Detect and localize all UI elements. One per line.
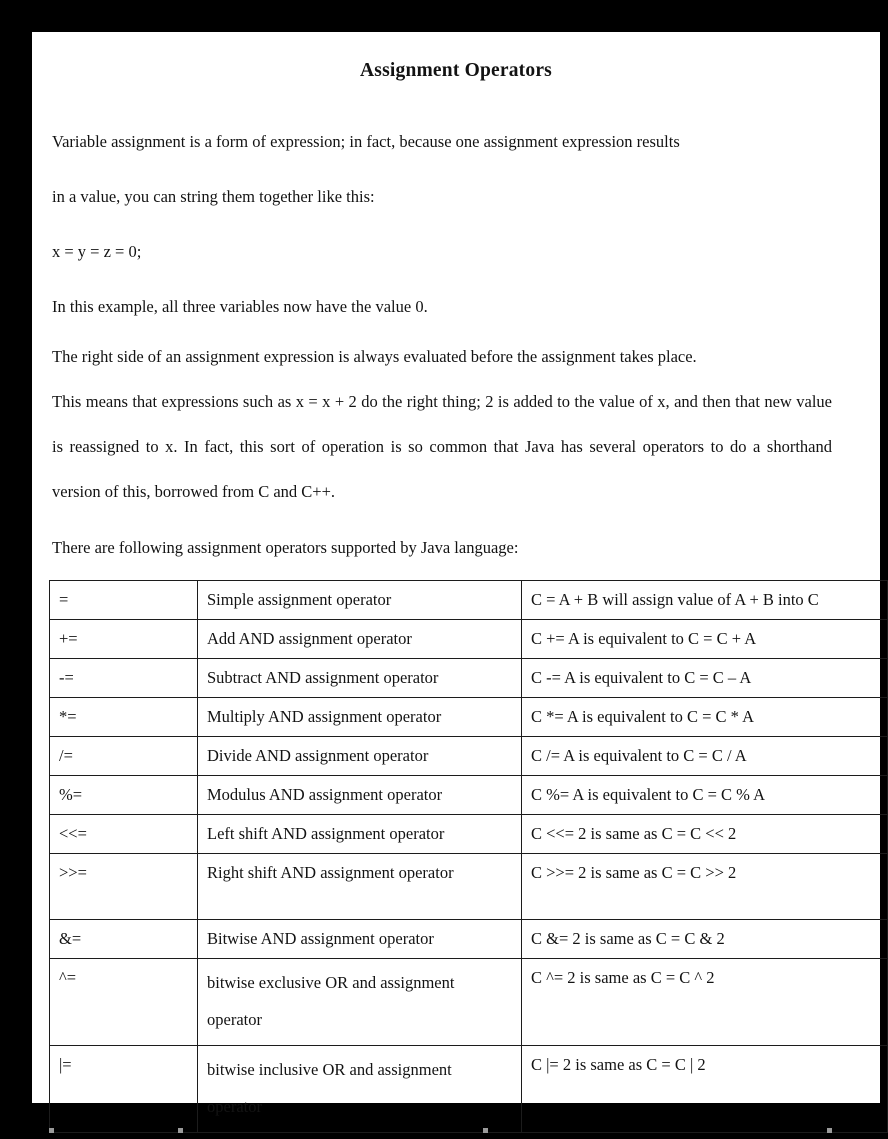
cell-description [198, 1046, 522, 1133]
cell-description-line2: operator [207, 1097, 262, 1116]
table-row [50, 776, 888, 815]
cell-example: C |= 2 is same as C = C | 2 [522, 1046, 888, 1133]
cell-description [198, 959, 522, 1046]
table-resize-handle[interactable] [178, 1128, 183, 1133]
table-row [50, 920, 888, 959]
paragraph-shorthand-operators: This means that expressions such as x = x + 2 do the right thing; 2 is added to the value of x, and then that new value is reassigned to x. In fact, this sort of operation is so common that Java has several operators to do a shorthand version of this, borrowed from C and C++. [52, 392, 832, 501]
cell-example: C -= A is equivalent to C = C – A [522, 659, 888, 698]
cell-operator: %= [50, 776, 198, 815]
cell-example: C /= A is equivalent to C = C / A [522, 737, 888, 776]
cell-operator: += [50, 620, 198, 659]
cell-operator: >>= [50, 854, 198, 920]
paragraph-intro-line2: in a value, you can string them together like this: [52, 187, 375, 206]
cell-operator: |= [50, 1046, 198, 1133]
table-row [50, 581, 888, 620]
cell-description-line1: bitwise exclusive OR and assignment [207, 973, 455, 992]
operators-table-wrapper [32, 580, 880, 1133]
table-row [50, 737, 888, 776]
cell-example: C >>= 2 is same as C = C >> 2 [522, 854, 888, 920]
document-page [32, 32, 880, 1116]
cell-example: C *= A is equivalent to C = C * A [522, 698, 888, 737]
cell-operator: <<= [50, 815, 198, 854]
cell-operator: -= [50, 659, 198, 698]
table-row [50, 698, 888, 737]
cell-example: C <<= 2 is same as C = C << 2 [522, 815, 888, 854]
cell-operator: ^= [50, 959, 198, 1046]
table-row [50, 659, 888, 698]
cell-example: C %= A is equivalent to C = C % A [522, 776, 888, 815]
cell-description: Divide AND assignment operator [198, 737, 522, 776]
table-resize-handle[interactable] [483, 1128, 488, 1133]
table-body [50, 581, 888, 1133]
table-row [50, 620, 888, 659]
cell-example: C += A is equivalent to C = C + A [522, 620, 888, 659]
cell-description: Right shift AND assignment operator [198, 854, 522, 920]
document-text-block [32, 114, 880, 572]
page-title: Assignment Operators [360, 60, 552, 81]
table-row [50, 1046, 888, 1133]
cell-description: Bitwise AND assignment operator [198, 920, 522, 959]
document-body [32, 32, 880, 1133]
assignment-operators-table [49, 580, 888, 1133]
cell-example: C ^= 2 is same as C = C ^ 2 [522, 959, 888, 1046]
code-example-chained-assignment: x = y = z = 0; [52, 242, 142, 261]
cell-description-line2: operator [207, 1010, 262, 1029]
table-row [50, 815, 888, 854]
cell-operator: &= [50, 920, 198, 959]
paragraph-right-side-evaluation: The right side of an assignment expression is always evaluated before the assignment takes place. [52, 347, 697, 366]
cell-description: Left shift AND assignment operator [198, 815, 522, 854]
cell-description: Simple assignment operator [198, 581, 522, 620]
table-row [50, 959, 888, 1046]
cell-description-line1: bitwise inclusive OR and assignment [207, 1060, 452, 1079]
table-row [50, 854, 888, 920]
table-resize-handle[interactable] [49, 1128, 54, 1133]
cell-example: C = A + B will assign value of A + B into C [522, 581, 888, 620]
cell-description: Multiply AND assignment operator [198, 698, 522, 737]
cell-description: Modulus AND assignment operator [198, 776, 522, 815]
cell-operator: *= [50, 698, 198, 737]
cell-description: Add AND assignment operator [198, 620, 522, 659]
cell-operator: = [50, 581, 198, 620]
paragraph-intro-line1: Variable assignment is a form of expression; in fact, because one assignment expression results [52, 132, 680, 151]
cell-example: C &= 2 is same as C = C & 2 [522, 920, 888, 959]
paragraph-table-lead-in: There are following assignment operators supported by Java language: [52, 538, 519, 557]
cell-operator: /= [50, 737, 198, 776]
cell-description: Subtract AND assignment operator [198, 659, 522, 698]
paragraph-example-explanation: In this example, all three variables now have the value 0. [52, 297, 428, 316]
table-resize-handle[interactable] [827, 1128, 832, 1133]
